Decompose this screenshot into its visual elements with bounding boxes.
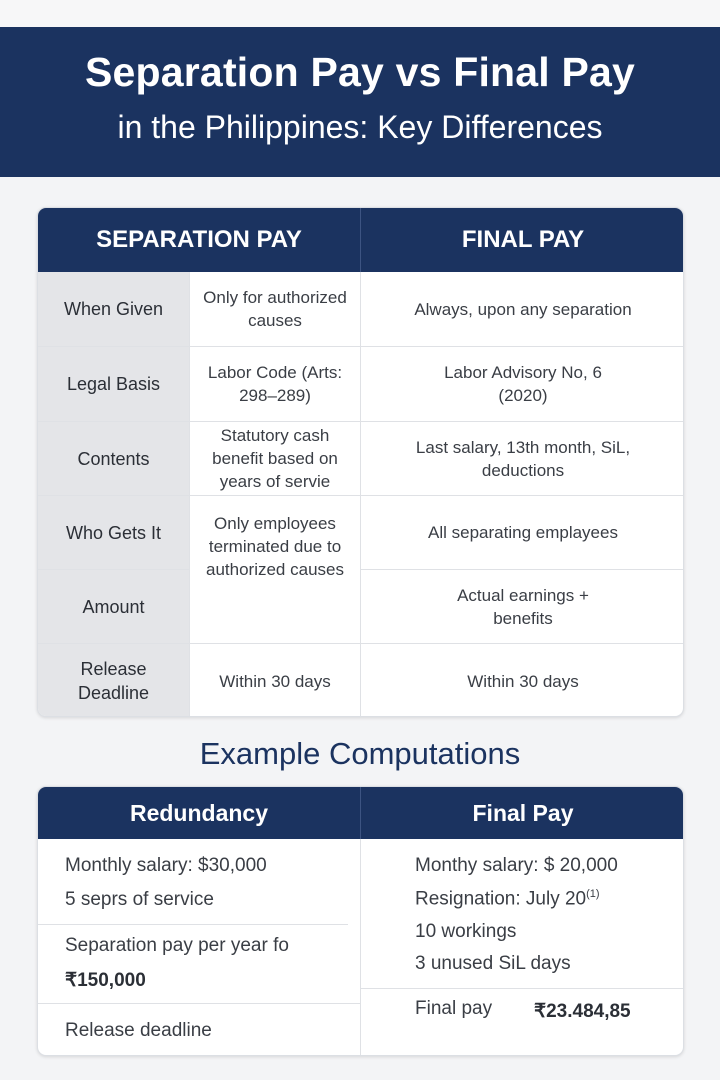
section-title: Example Computations [199, 736, 521, 771]
final-release-deadline: Within 30 days [467, 671, 579, 691]
header-final-pay: FINAL PAY [461, 226, 585, 253]
final-resignation-text: Resignation: July 20 [415, 888, 587, 910]
row-label-release-deadline: Release Deadline [38, 644, 189, 717]
example-header [38, 787, 683, 839]
final-who-gets-it: All separating emplayees [428, 523, 618, 542]
final-pay-label: Final pay [415, 998, 493, 1019]
grid-line [360, 839, 361, 1056]
final-monthly-salary: Monthy salary: $ 20,000 [415, 855, 618, 876]
grid-line [38, 1003, 360, 1004]
grid-line [38, 346, 684, 347]
final-resignation [415, 888, 600, 910]
grid-line [361, 988, 684, 989]
final-contents: Last salary, 13th month, SiL, deductions [415, 437, 631, 480]
final-amount: Actual earnings + benefits [457, 585, 589, 628]
page-subtitle: in the Philippines: Key Differences [117, 109, 603, 145]
top-strip [0, 0, 720, 27]
grid-line [38, 924, 348, 925]
final-workings: 10 workings [415, 921, 517, 942]
final-unused-sil: 3 unused SiL days [415, 953, 571, 974]
grid-line [38, 495, 684, 496]
grid-line [38, 421, 684, 422]
comparison-header [38, 208, 683, 272]
redundancy-separation-value: ₹150,000 [65, 970, 146, 991]
redundancy-separation-label: Separation pay per year fo [65, 935, 289, 956]
redundancy-release-deadline: Release deadline [65, 1020, 212, 1041]
grid-line [38, 643, 684, 644]
final-pay-value: ₹23.484,85 [534, 1001, 631, 1022]
row-label-who-gets-it: Who Gets It [38, 496, 189, 569]
row-label-amount: Amount [38, 570, 189, 643]
header-redundancy: Redundancy [129, 799, 269, 826]
redundancy-monthly-salary: Monthly salary: $30,000 [65, 855, 267, 876]
example-computations-table [37, 786, 684, 1056]
final-legal-basis: Labor Advisory No, 6 (2020) [444, 363, 602, 405]
footnote-marker: (1) [586, 888, 600, 900]
separation-who-gets-it: Only employees terminated due to authorized causes [206, 514, 344, 579]
redundancy-years-of-service: 5 seprs of service [65, 889, 214, 910]
row-label-when-given: When Given [38, 272, 189, 346]
header-separation-pay: SEPARATION PAY [96, 226, 302, 253]
header-final-pay-example: Final Pay [472, 799, 574, 826]
comparison-table [37, 207, 684, 717]
page-title: Separation Pay vs Final Pay [84, 49, 636, 95]
separation-legal-basis: Labor Code (Arts: 298–289) [207, 363, 343, 405]
row-label-legal-basis: Legal Basis [38, 347, 189, 421]
grid-line [38, 569, 189, 570]
separation-release-deadline: Within 30 days [219, 671, 331, 691]
row-label-contents: Contents [38, 422, 189, 495]
separation-when-given: Only for authorized causes [203, 288, 347, 330]
grid-line [360, 569, 684, 570]
final-when-given: Always, upon any separation [414, 299, 632, 319]
title-banner [0, 27, 720, 177]
separation-contents: Statutory cash benefit based on years of servie [212, 426, 338, 491]
